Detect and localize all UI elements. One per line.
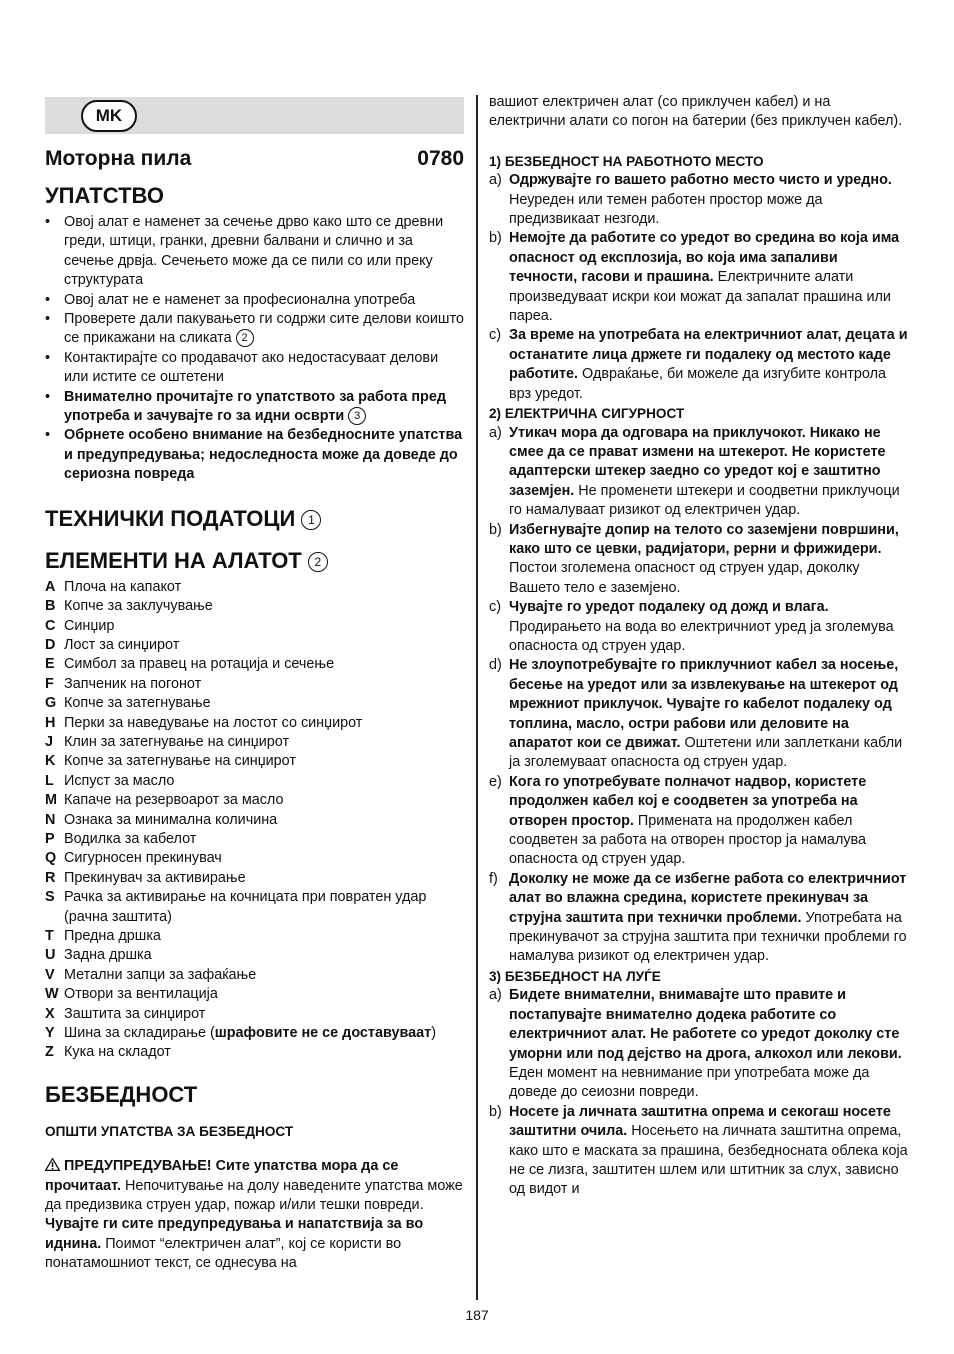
list-item: H Перки за наведување на лостот со синџирот [45,714,363,731]
list-item: S Рачка за активирање на кочницата при повратен удар (рачна заштита) [45,889,427,925]
list-item: V Метални запци за зафаќање [45,966,257,983]
list-item: X Заштита за синџирот [45,1005,206,1022]
list-item: c) Чувајте го уредот подалеку од дожд и влага. Продирањето на вода во електричниот уред ја зголемува опасноста од струен удар. [489,599,894,654]
figure-ref-icon: 1 [301,510,321,530]
list-item: P Водилка за кабелот [45,830,197,847]
list-item: D Лост за синџирот [45,636,180,653]
list-item: c) За време на употребата на електричниот алат, децата и останатите лица држете ги подалеку од местото каде работите. Одвраќање, би можеле да изгубите контрола врз уредот. [489,327,908,402]
list-item: M Капаче на резервоарот за масло [45,792,284,809]
list-item: F Запченик на погонот [45,675,202,692]
list-item: C Синџир [45,617,115,634]
right-column [489,93,909,1200]
bullet-item: • Проверете дали пакувањето ги содржи сите делови коишто се прикажани на сликата 2 [45,310,465,349]
product-title-row [45,146,464,172]
product-number: 0780 [417,147,464,170]
section-list [489,171,909,404]
list-item: b) Немојте да работите со уредот во средина во која има опасност од експлозија, во која има запаливи течности, гасови и прашина. Електричните алати произведуваат искри кои можат да запалат прашина или пареа. [489,230,900,325]
section-list [489,986,909,1199]
list-item: d) Не злоупотребувајте го приклучниот кабел за носење, бесење на уредот или за извлекување на штекерот од мрежниот приклучок. Чувајте го кабелот подалеку од топлина, масло, остри рабови или деловите на апаратот кои се движат. Оштетени или заплеткани кабли ја зголемуваат опасноста од струен удар. [489,657,903,771]
list-item: b) Носете ја личната заштитна опрема и секогаш носете заштитни очила. Носењето на личната заштитна опрема, како што е маската за прашина, безбедносната облека која не се лизга, заштитен шлем или штитник за слух, зависно од видот и [489,1103,908,1198]
figure-ref-icon: 2 [236,329,254,347]
bullet-item: • Контактирајте со продавачот ако недостасуваат делови или истите се оштетени [45,349,465,388]
section-heading: 2) ЕЛЕКТРИЧНА СИГУРНОСТ [489,406,685,422]
list-item: e) Кога го употребувате полначот надвор, користете продолжен кабел кој е соодветен за употреба на отворен простор. Примената на продолжен кабел соодветен за работа на отворен простор ја намалува опасноста од струен удар. [489,773,867,868]
list-item: Z Кука на складот [45,1044,171,1061]
bullet-item: • Внимателно прочитајте го упатството за работа пред употреба и зачувајте го за идни осврти 3 [45,388,465,427]
list-item: f) Доколку не може да се избегне работа со електричниот алат во влажна средина, користете прекинувач за струјна заштита при технички проблеми. Употребата на прекинувачот за струјна заштита при технички проблеми го намалува ризикот од електричен удар. [489,870,907,965]
list-item: a) Утикач мора да одговара на приклучокот. Никако не смее да се прават измени на штекерот. Не користете адаптерски штекер заедно со уредот кој е заштитно заземјен. Не променети штекери и соодветни приклучоци го намалуваат ризикот од електричен удар. [489,424,900,519]
bullet-item: • Овој алат не е наменет за професионална употреба [45,291,465,310]
list-item: E Симбол за правец на ротација и сечење [45,656,335,673]
page-number: 187 [465,1307,489,1323]
language-bar [45,97,464,134]
intro-paragraph: вашиот електричен алат (со приклучен кабел) и на електрични алати со погон на батерии (без приклучен кабел). [489,94,903,130]
section-heading: 1) БЕЗБЕДНОСТ НА РАБОТНОТО МЕСТО [489,153,764,169]
list-item: N Ознака за минимална количина [45,811,278,828]
warning-paragraph: ПРЕДУПРЕДУВАЊЕ! Сите упатства мора да се прочитаат. Непочитувањe на долу наведените упатства може да предизвика струен удар, пожар и/или тешки повреди. Чувајте ги сите предупредувања и напатствија за во иднина. Поимот “електричен алат”, кој се користи во понатамошниот текст, се однесува на [45,1158,463,1272]
list-item: T Предна дршка [45,928,161,944]
list-item: U Задна дршка [45,947,152,964]
column-divider [476,95,478,1300]
bullet-item: • Обрнете особено внимание на безбедносните упатства и предупредувања; недоследноста може да доведе до сериозна повреда [45,426,465,484]
list-item: b) Избегнувајте допир на телото со заземјени површини, како што се цевки, радијатори, рерни и фрижидери. Постои зголемена опасност од струен удар, доколку Вашето тело е заземјено. [489,521,899,596]
figure-ref-icon: 2 [308,552,328,572]
list-item: R Прекинувач за активирање [45,869,246,886]
instructions-heading: УПАТСТВО [45,183,164,208]
section-list [489,424,909,967]
parts-list [45,578,465,1063]
list-item: Q Сигурносен прекинувач [45,850,222,867]
intro-bullet-list [45,213,465,485]
list-item: A Плоча на капакот [45,578,182,595]
list-item: Y Шина за складирање (шрафовите не се доставуваат) [45,1025,436,1042]
tech-data-heading: ТЕХНИЧКИ ПОДАТОЦИ 1 [45,506,465,532]
bullet-item: • Овој алат е наменет за сечење дрво како што се древни греди, штици, гранки, древни балвани и слично и за сечење дрвја. Сечењето може да се пили со или преку структурата [45,213,465,291]
list-item: a) Бидете внимателни, внимавајте што правите и постапувајте внимателно додека работите со електричниот алат. Не работете со уредот доколку сте уморни или под дејство на дрога, алкохол или лекови. Еден момент на невнимание при употребата може да доведе до сеиозни повреди. [489,987,902,1101]
list-item: W Отвори за вентилација [45,986,218,1003]
general-safety-heading: ОПШТИ УПАТСТВА ЗА БЕЗБЕДНОСТ [45,1123,294,1139]
list-item: L Испуст за масло [45,772,175,789]
left-column [45,183,465,1274]
section-heading: 3) БЕЗБЕДНОСТ НА ЛУЃЕ [489,968,661,984]
product-title: Моторна пила [45,147,192,170]
list-item: J Клин за затегнување на синџирот [45,733,290,750]
figure-ref-icon: 3 [348,407,366,425]
warning-icon [45,1158,60,1171]
list-item: a) Одржувајте го вашето работно место чисто и уредно. Неуреден или темен работен простор може да предизвикаат незгоди. [489,172,892,228]
list-item: K Копче за затегнување на синџирот [45,753,296,770]
list-item: G Копче за затегнување [45,695,211,712]
elements-heading: ЕЛЕМЕНТИ НА АЛАТОТ 2 [45,548,465,574]
language-badge: MK [81,100,137,132]
list-item: B Копче за заклучување [45,598,213,615]
safety-heading: БЕЗБЕДНОСТ [45,1081,198,1107]
